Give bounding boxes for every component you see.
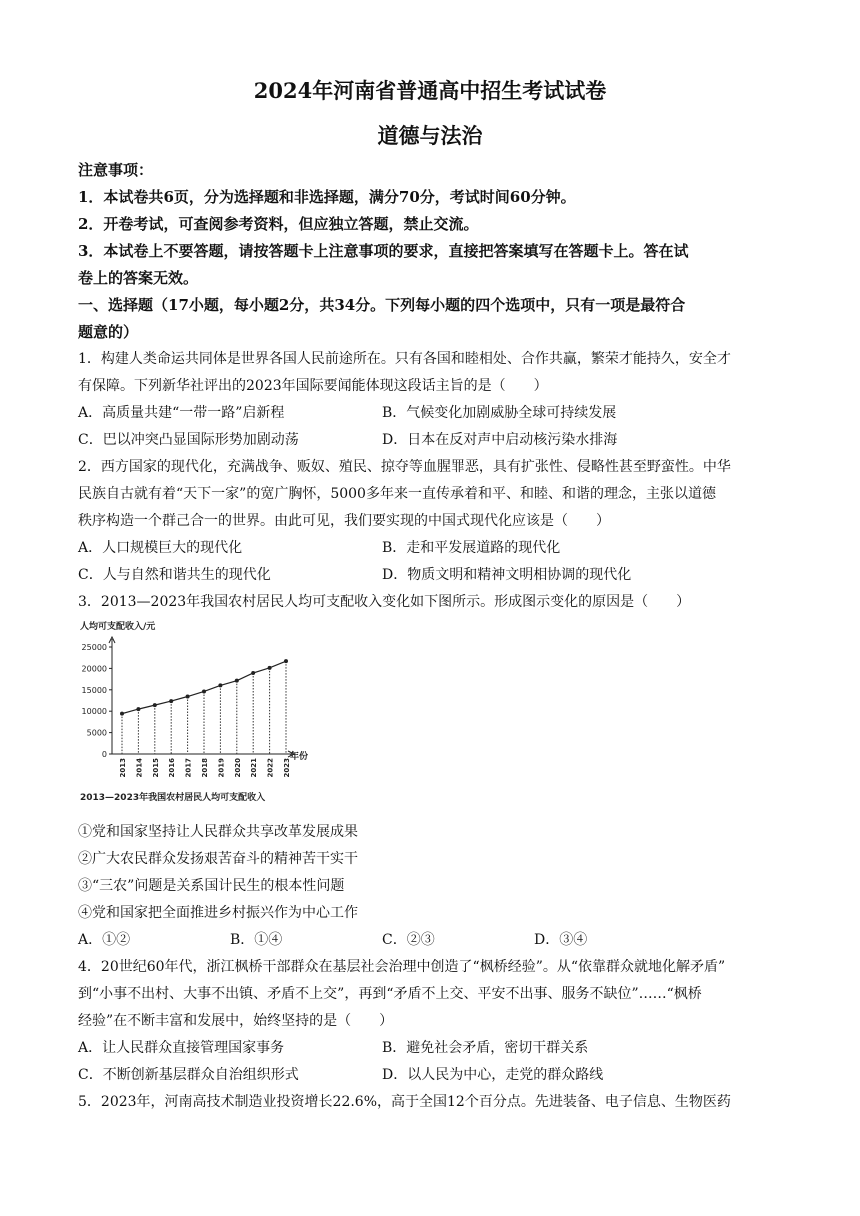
note-item: 卷上的答案无效。 [78,269,199,287]
question-5-text: 5．2023年，河南高技术制造业投资增长22.6%，高于全国12个百分点。先进装备、电子信息、生物医药 [78,1094,731,1110]
question-4-text: 到“小事不出村、大事不出镇、矛盾不上交”，再到“矛盾不上交、平安不出事、服务不缺位”……“枫桥 [78,986,702,1002]
x-tick-label: 2020 [233,758,242,778]
note-item: 1．本试卷共6页，分为选择题和非选择题，满分70分，考试时间60分钟。 [78,188,576,206]
q3-statement-2: ②广大农民群众发扬艰苦奋斗的精神苦干实干 [78,851,358,867]
q3-statement-1: ①党和国家坚持让人民群众共享改革发展成果 [78,824,358,840]
series-line [122,661,286,713]
question-2-text: 2．西方国家的现代化，充满战争、贩奴、殖民、掠夺等血腥罪恶，具有扩张性、侵略性甚至野蛮性。中华 [78,459,731,475]
y-tick-label: 25000 [81,643,107,652]
q2-option-c[interactable]: C．人与自然和谐共生的现代化 [78,567,271,583]
q4-option-c[interactable]: C．不断创新基层群众自治组织形式 [78,1067,299,1083]
q1-option-b[interactable]: B．气候变化加剧威胁全球可持续发展 [382,405,617,421]
q2-option-a[interactable]: A．人口规模巨大的现代化 [78,540,243,556]
y-tick-label: 20000 [81,664,107,674]
q4-option-d[interactable]: D．以人民为中心，走党的群众路线 [382,1067,604,1083]
data-point [120,712,124,716]
q2-option-d[interactable]: D．物质文明和精神文明相协调的现代化 [382,567,632,583]
question-2-text: 民族自古就有着“天下一家”的宽广胸怀，5000多年来一直传承着和平、和睦、和谐的理念，主张以道德 [78,486,716,502]
y-tick-label: 10000 [81,707,107,717]
data-point [268,666,272,670]
chart-x-label: 年份 [290,752,309,762]
x-tick-label: 2022 [266,758,275,778]
question-3-text: 3．2013—2023年我国农村居民人均可支配收入变化如下图所示。形成图示变化的原因是（ ） [78,594,691,610]
note-item: 3．本试卷上不要答题，请按答题卡上注意事项的要求，直接把答案填写在答题卡上。答在试 [78,242,689,260]
x-tick-label: 2021 [250,758,259,778]
x-tick-label: 2013 [119,758,127,778]
x-tick-label: 2015 [151,758,160,778]
data-point [186,695,190,699]
note-item: 2．开卷考试，可查阅参考资料，但应独立答题，禁止交流。 [78,215,479,233]
q1-option-d[interactable]: D．日本在反对声中启动核污染水排海 [382,432,618,448]
q1-option-c[interactable]: C．巴以冲突凸显国际形势加剧动荡 [78,432,299,448]
q3-option-a[interactable]: A．①② [78,932,131,948]
section-heading-cont: 题意的） [78,323,139,341]
income-chart [78,617,323,807]
data-point [235,679,239,683]
question-2-text: 秩序构造一个群己合一的世界。由此可见，我们要实现的中国式现代化应该是（ ） [78,513,610,529]
x-tick-label: 2014 [135,758,144,778]
q3-statement-3: ③“三农”问题是关系国计民生的根本性问题 [78,878,345,894]
question-4-text: 经验”在不断丰富和发展中，始终坚持的是（ ） [78,1013,394,1029]
question-1-text: 有保障。下列新华社评出的2023年国际要闻能体现这段话主旨的是（ ） [78,378,548,394]
chart-y-label: 人均可支配收入/元 [80,622,156,632]
y-tick-label: 5000 [86,728,107,738]
q4-option-b[interactable]: B．避免社会矛盾，密切干群关系 [382,1040,589,1056]
y-tick-label: 0 [101,750,107,759]
q2-option-b[interactable]: B．走和平发展道路的现代化 [382,540,561,556]
data-point [284,659,288,663]
question-1-text: 1．构建人类命运共同体是世界各国人民前途所在。只有各国和睦相处、合作共赢，繁荣才能持久，安全才 [78,351,731,367]
q3-option-d[interactable]: D．③④ [534,932,588,948]
q3-statement-4: ④党和国家把全面推进乡村振兴作为中心工作 [78,905,358,921]
data-point [136,707,140,711]
section-heading: 一、选择题（17小题，每小题2分，共34分。下列每小题的四个选项中，只有一项是最符合 [78,296,686,314]
chart-title: 2013—2023年我国农村居民人均可支配收入 [80,793,266,803]
x-tick-label: 2019 [217,758,226,778]
data-point [251,671,255,675]
q3-option-c[interactable]: C．②③ [382,932,435,948]
x-tick-label: 2016 [168,758,177,778]
data-point [218,683,222,687]
data-point [202,689,206,693]
q1-option-a[interactable]: A．高质量共建“一带一路”启新程 [78,405,285,421]
x-tick-label: 2018 [201,758,209,778]
notes-heading: 注意事项： [78,161,154,179]
data-point [169,699,173,703]
y-tick-label: 15000 [81,685,107,695]
x-tick-label: 2023 [283,758,291,778]
exam-title: 2024年河南省普通高中招生考试试卷 [253,78,607,103]
question-4-text: 4．20世纪60年代，浙江枫桥干部群众在基层社会治理中创造了“枫桥经验”。从“依靠群众就地化解矛盾” [78,959,726,975]
q3-option-b[interactable]: B．①④ [230,932,283,948]
data-point [153,703,157,707]
subject-title: 道德与法治 [377,123,483,148]
x-tick-label: 2017 [184,758,193,778]
q4-option-a[interactable]: A．让人民群众直接管理国家事务 [78,1040,285,1056]
